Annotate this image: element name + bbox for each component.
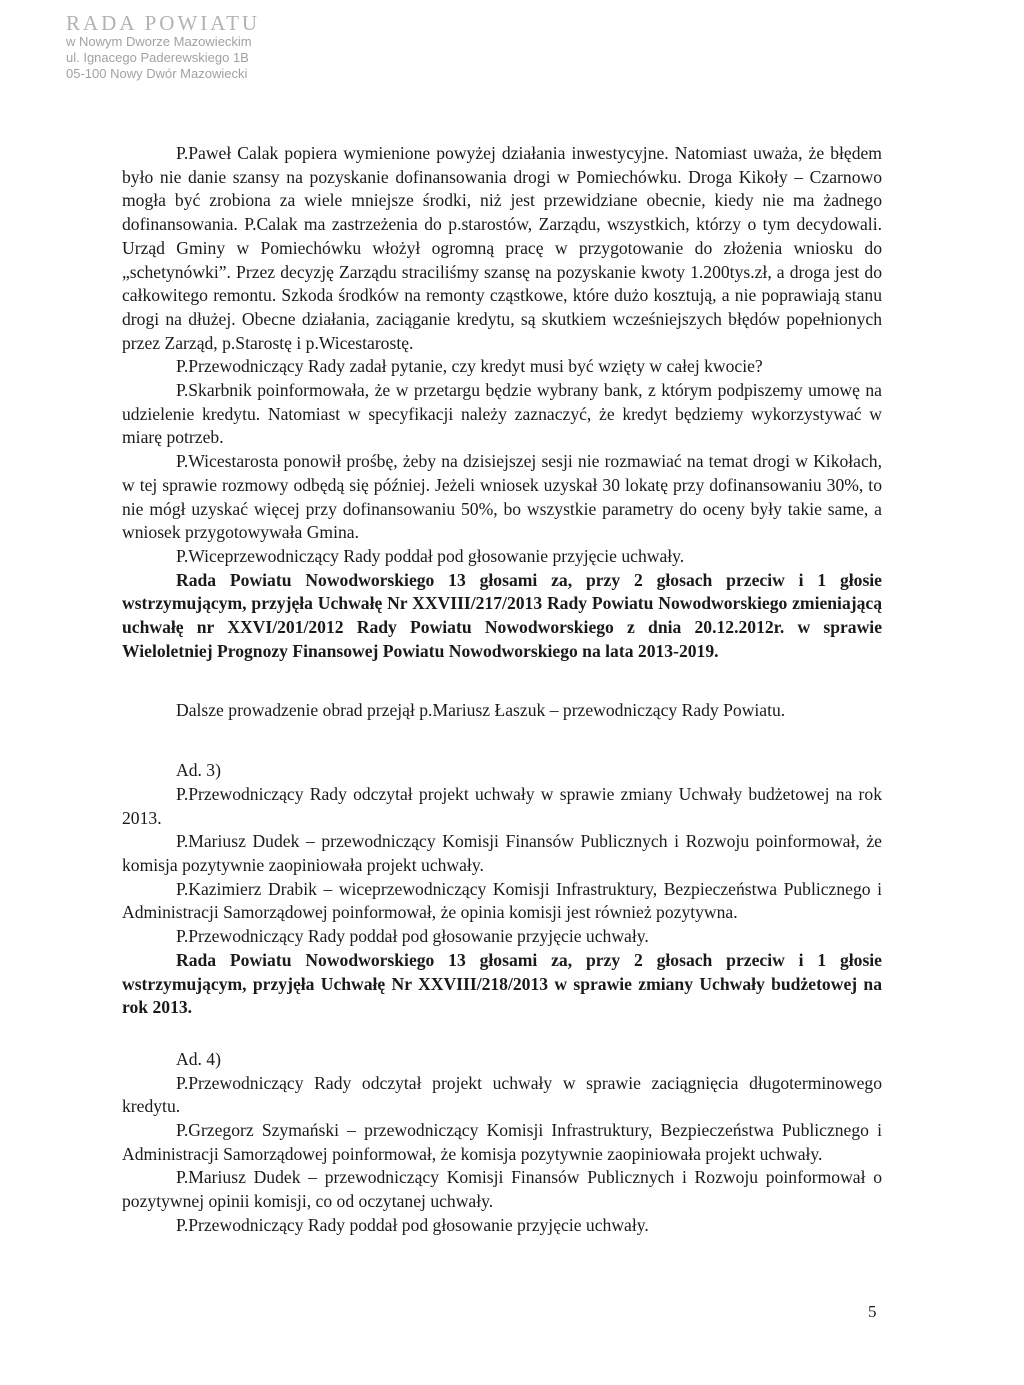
paragraph-treasurer-info: P.Skarbnik poinformowała, że w przetargu będzie wybrany bank, z którym podpiszemy umowę na udzielenie kredytu. Natomiast w specyfikacji należy zaznaczyć, że kredyt będziemy wykorzystywać w miarę potrzeb. [122,380,882,448]
agenda-item-3: Ad. 3) [176,760,221,781]
stamp-line-location: w Nowym Dworze Mazowieckim [66,34,252,49]
paragraph-budget-project: P.Przewodniczący Rady odczytał projekt uchwały w sprawie zmiany Uchwały budżetowej na rok 2013. [122,783,882,828]
resolution-218: Rada Powiatu Nowodworskiego 13 głosami za, przy 2 głosach przeciw i 1 głosie wstrzymującym, przyjęła Uchwałę Nr XXVIII/218/2013 w sprawie zmiany Uchwały budżetowej na rok 2013. [122,949,882,1018]
paragraph-vote-call-3: P.Przewodniczący Rady poddał pod głosowanie przyjęcie uchwały. [176,1214,649,1235]
council-stamp [66,12,326,82]
paragraph-infrastructure-committee: P.Kazimierz Drabik – wiceprzewodniczący Komisji Infrastruktury, Bezpieczeństwa Publicznego i Administracji Samorządowej poinformował, że opinia komisji jest również pozytywna. [122,878,882,923]
paragraph-chair-takeover: Dalsze prowadzenie obrad przejął p.Mariusz Łaszuk – przewodniczący Rady Powiatu. [176,700,786,721]
page-number: 5 [868,1302,877,1321]
paragraph-chairman-question: P.Przewodniczący Rady zadał pytanie, czy kredyt musi być wzięty w całej kwocie? [176,356,763,377]
paragraph-infrastructure-opinion: P.Grzegorz Szymański – przewodniczący Komisji Infrastruktury, Bezpieczeństwa Publicznego i Administracji Samorządowej poinformował, że komisja pozytywnie zaopiniowała projekt uchwały. [122,1120,882,1164]
stamp-line-street: ul. Ignacego Paderewskiego 1B [66,50,249,65]
stamp-line-postcode: 05-100 Nowy Dwór Mazowiecki [66,66,248,81]
stamp-title: RADA POWIATU [66,11,261,35]
paragraph-vote-call-2: P.Przewodniczący Rady poddał pod głosowanie przyjęcie uchwały. [176,926,649,947]
agenda-item-4: Ad. 4) [176,1048,221,1069]
paragraph-calak-statement: P.Paweł Calak popiera wymienione powyżej działania inwestycyjne. Natomiast uważa, że błędem było nie danie szansy na pozyskanie dofinansowania drogi w Pomiechówku. Droga Kikoły – Czarnowo mogła być zrobiona za wiele mniejsze środki, niż jest przewidziane obecnie, kiedy nie ma żadnego dofinansowania. P.Calak ma zastrzeżenia do p.starostów, Zarządu, wszystkich, którzy o tym decydowali. Urząd Gminy w Pomiechówku włożył ogromną pracę w przygotowanie do złożenia wniosku do „schetynówki”. Przez decyzję Zarządu straciliśmy szansę na pozyskanie kwoty 1.200tys.zł, a droga jest do całkowitego remontu. Szkoda środków na remonty cząstkowe, które dużo kosztują, a nie poprawiają stanu drogi na dłużej. Obecne działania, zaciąganie kredytu, są skutkiem wcześniejszych błędów popełnionych przez Zarząd, p.Starostę i p.Wicestarostę. [122,143,882,353]
resolution-217: Rada Powiatu Nowodworskiego 13 głosami za, przy 2 głosach przeciw i 1 głosie wstrzymującym, przyjęła Uchwałę Nr XXVIII/217/2013 Rady Powiatu Nowodworskiego zmieniającą uchwałę nr XXVI/201/2012 Rady Powiatu Nowodworskiego z dnia 20.12.2012r. w sprawie Wieloletniej Prognozy Finansowej Powiatu Nowodworskiego na lata 2013-2019. [122,569,882,661]
paragraph-vice-starost: P.Wicestarosta ponowił prośbę, żeby na dzisiejszej sesji nie rozmawiać na temat drogi w Kikołach, w tej sprawie rozmowy odbędą się później. Jeżeli wniosek uzyskał 30 lokatę przy dofinansowaniu 30%, to nie mógł uzyskać więcej przy dofinansowaniu 50%, bo wszystkie parametry do oceny były takie same, a wniosek przygotowywała Gmina. [122,451,882,543]
paragraph-loan-project: P.Przewodniczący Rady odczytał projekt uchwały w sprawie zaciągnięcia długoterminowego kredytu. [122,1072,882,1117]
paragraph-finance-opinion: P.Mariusz Dudek – przewodniczący Komisji Finansów Publicznych i Rozwoju poinformował o pozytywnej opinii komisji, co od oczytanej uchwały. [122,1167,882,1212]
paragraph-finance-committee: P.Mariusz Dudek – przewodniczący Komisji Finansów Publicznych i Rozwoju poinformował, że komisja pozytywnie zaopiniowała projekt uchwały. [122,831,882,875]
document-body [122,142,882,1238]
paragraph-vote-call-1: P.Wiceprzewodniczący Rady poddał pod głosowanie przyjęcie uchwały. [176,545,685,566]
